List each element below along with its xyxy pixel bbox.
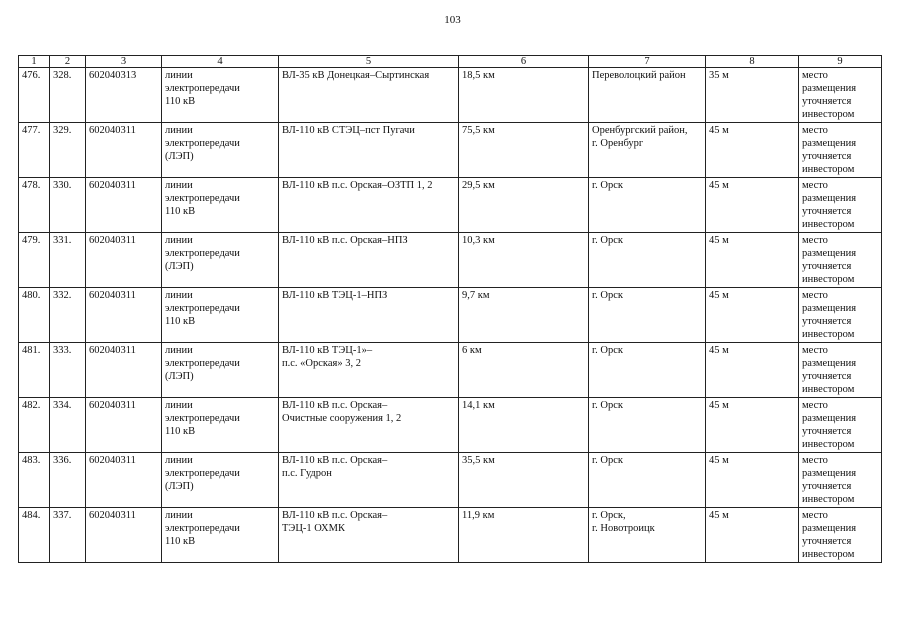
sub-number-cell: 333.: [50, 343, 86, 398]
location-cell: Оренбургский район, г. Оренбург: [589, 123, 706, 178]
row-number-cell: 481.: [19, 343, 50, 398]
zone-width-cell: 45 м: [706, 453, 799, 508]
object-name-cell: ВЛ-110 кВ п.с. Орская– Очистные сооружения 1, 2: [279, 398, 459, 453]
note-cell: место размещения уточняется инвестором: [799, 453, 882, 508]
sub-number-cell: 332.: [50, 288, 86, 343]
row-number-cell: 482.: [19, 398, 50, 453]
location-cell: Переволоцкий район: [589, 68, 706, 123]
column-header: 9: [799, 56, 882, 68]
note-cell: место размещения уточняется инвестором: [799, 288, 882, 343]
sub-number-cell: 330.: [50, 178, 86, 233]
length-cell: 18,5 км: [459, 68, 589, 123]
table-row: [19, 178, 882, 233]
length-cell: 35,5 км: [459, 453, 589, 508]
column-header: 7: [589, 56, 706, 68]
sub-number-cell: 331.: [50, 233, 86, 288]
sub-number-cell: 337.: [50, 508, 86, 563]
length-cell: 6 км: [459, 343, 589, 398]
header-row: [19, 56, 882, 68]
length-cell: 75,5 км: [459, 123, 589, 178]
note-cell: место размещения уточняется инвестором: [799, 68, 882, 123]
row-number-cell: 479.: [19, 233, 50, 288]
column-header: 4: [162, 56, 279, 68]
sub-number-cell: 328.: [50, 68, 86, 123]
object-type-cell: линии электропередачи 110 кВ: [162, 68, 279, 123]
table-row: [19, 343, 882, 398]
object-name-cell: ВЛ-110 кВ п.с. Орская–ОЗТП 1, 2: [279, 178, 459, 233]
column-header: 2: [50, 56, 86, 68]
length-cell: 10,3 км: [459, 233, 589, 288]
note-cell: место размещения уточняется инвестором: [799, 508, 882, 563]
code-cell: 602040311: [86, 343, 162, 398]
object-type-cell: линии электропередачи (ЛЭП): [162, 453, 279, 508]
sub-number-cell: 334.: [50, 398, 86, 453]
column-header: 3: [86, 56, 162, 68]
column-header: 1: [19, 56, 50, 68]
code-cell: 602040311: [86, 398, 162, 453]
code-cell: 602040311: [86, 123, 162, 178]
row-number-cell: 484.: [19, 508, 50, 563]
page-number: 103: [444, 14, 461, 26]
table-row: [19, 288, 882, 343]
object-name-cell: ВЛ-110 кВ п.с. Орская– п.с. Гудрон: [279, 453, 459, 508]
location-cell: г. Орск: [589, 398, 706, 453]
zone-width-cell: 45 м: [706, 288, 799, 343]
code-cell: 602040311: [86, 508, 162, 563]
note-cell: место размещения уточняется инвестором: [799, 398, 882, 453]
object-name-cell: ВЛ-35 кВ Донецкая–Сыртинская: [279, 68, 459, 123]
code-cell: 602040311: [86, 288, 162, 343]
column-header: 5: [279, 56, 459, 68]
zone-width-cell: 35 м: [706, 68, 799, 123]
table-row: [19, 123, 882, 178]
object-name-cell: ВЛ-110 кВ ТЭЦ-1»– п.с. «Орская» 3, 2: [279, 343, 459, 398]
note-cell: место размещения уточняется инвестором: [799, 233, 882, 288]
object-type-cell: линии электропередачи 110 кВ: [162, 288, 279, 343]
length-cell: 14,1 км: [459, 398, 589, 453]
object-name-cell: ВЛ-110 кВ СТЭЦ–пст Пугачи: [279, 123, 459, 178]
location-cell: г. Орск: [589, 288, 706, 343]
code-cell: 602040311: [86, 233, 162, 288]
row-number-cell: 478.: [19, 178, 50, 233]
location-cell: г. Орск: [589, 343, 706, 398]
note-cell: место размещения уточняется инвестором: [799, 343, 882, 398]
table-row: [19, 453, 882, 508]
note-cell: место размещения уточняется инвестором: [799, 123, 882, 178]
length-cell: 9,7 км: [459, 288, 589, 343]
object-type-cell: линии электропередачи (ЛЭП): [162, 233, 279, 288]
zone-width-cell: 45 м: [706, 123, 799, 178]
table-row: [19, 398, 882, 453]
location-cell: г. Орск: [589, 233, 706, 288]
sub-number-cell: 329.: [50, 123, 86, 178]
zone-width-cell: 45 м: [706, 508, 799, 563]
row-number-cell: 477.: [19, 123, 50, 178]
zone-width-cell: 45 м: [706, 398, 799, 453]
code-cell: 602040313: [86, 68, 162, 123]
object-type-cell: линии электропередачи 110 кВ: [162, 178, 279, 233]
location-cell: г. Орск: [589, 178, 706, 233]
location-cell: г. Орск: [589, 453, 706, 508]
length-cell: 29,5 км: [459, 178, 589, 233]
note-cell: место размещения уточняется инвестором: [799, 178, 882, 233]
sub-number-cell: 336.: [50, 453, 86, 508]
object-name-cell: ВЛ-110 кВ п.с. Орская–НПЗ: [279, 233, 459, 288]
object-name-cell: ВЛ-110 кВ ТЭЦ-1–НПЗ: [279, 288, 459, 343]
table-row: [19, 508, 882, 563]
table-header: [19, 56, 882, 68]
object-name-cell: ВЛ-110 кВ п.с. Орская– ТЭЦ-1 ОХМК: [279, 508, 459, 563]
column-header: 8: [706, 56, 799, 68]
zone-width-cell: 45 м: [706, 178, 799, 233]
row-number-cell: 483.: [19, 453, 50, 508]
table-body: [19, 68, 882, 563]
code-cell: 602040311: [86, 453, 162, 508]
row-number-cell: 480.: [19, 288, 50, 343]
table-row: [19, 68, 882, 123]
zone-width-cell: 45 м: [706, 233, 799, 288]
length-cell: 11,9 км: [459, 508, 589, 563]
code-cell: 602040311: [86, 178, 162, 233]
object-type-cell: линии электропередачи (ЛЭП): [162, 123, 279, 178]
location-cell: г. Орск, г. Новотроицк: [589, 508, 706, 563]
row-number-cell: 476.: [19, 68, 50, 123]
column-header: 6: [459, 56, 589, 68]
object-type-cell: линии электропередачи 110 кВ: [162, 508, 279, 563]
table-row: [19, 233, 882, 288]
zone-width-cell: 45 м: [706, 343, 799, 398]
register-table: [18, 55, 882, 563]
object-type-cell: линии электропередачи 110 кВ: [162, 398, 279, 453]
object-type-cell: линии электропередачи (ЛЭП): [162, 343, 279, 398]
